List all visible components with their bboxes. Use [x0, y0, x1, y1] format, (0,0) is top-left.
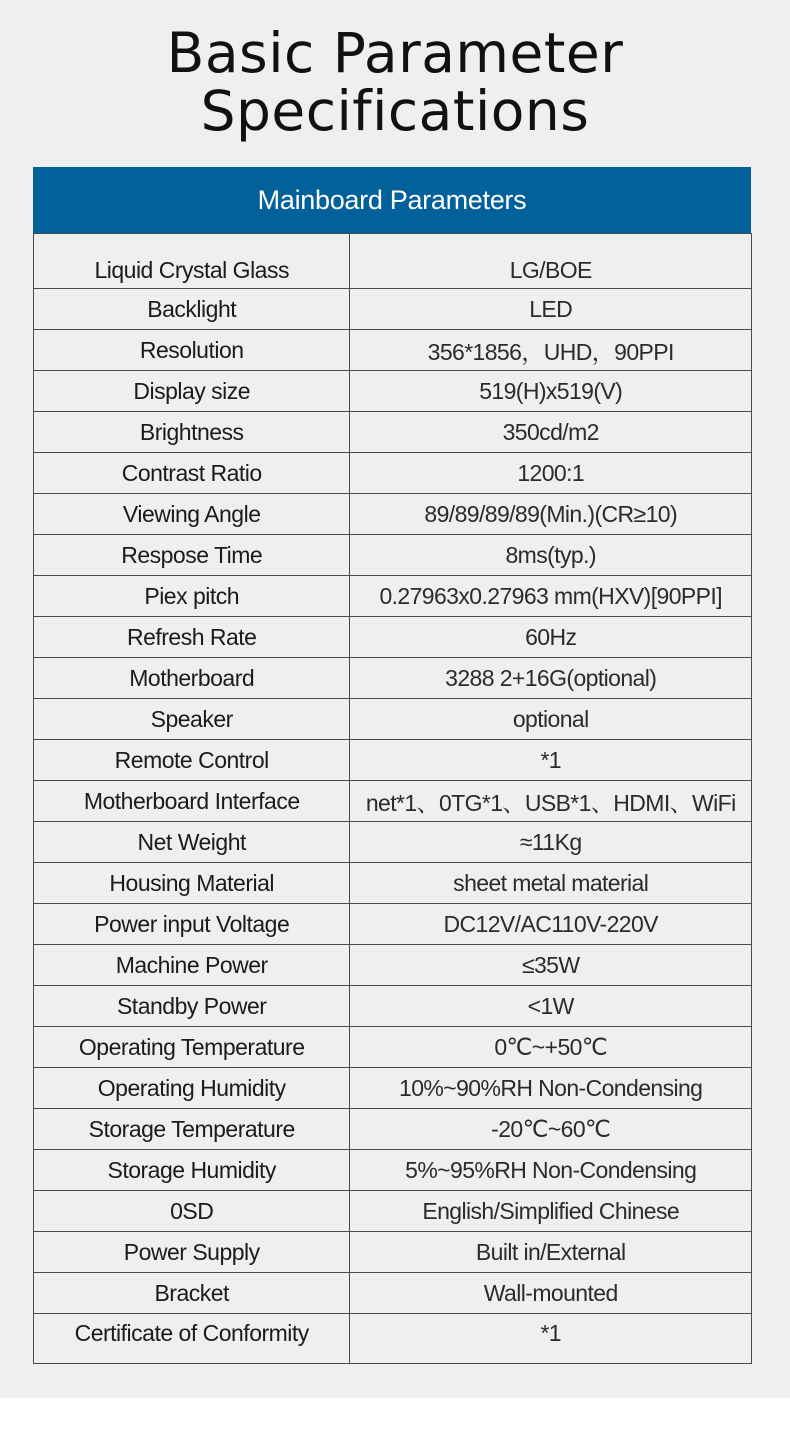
spec-label: Liquid Crystal Glass	[34, 234, 350, 289]
spec-label: Display size	[34, 371, 350, 412]
spec-value: 356*1856，UHD，90PPI	[350, 330, 752, 371]
spec-label: Respose Time	[34, 535, 350, 576]
spec-value: -20℃~60℃	[350, 1109, 752, 1150]
spec-value: ≈11Kg	[350, 822, 752, 863]
table-row	[34, 1027, 752, 1068]
spec-value: 5%~95%RH Non-Condensing	[350, 1150, 752, 1191]
table-row	[34, 781, 752, 822]
spec-label: Machine Power	[34, 945, 350, 986]
spec-value: <1W	[350, 986, 752, 1027]
spec-label: Speaker	[34, 699, 350, 740]
table-row	[34, 1109, 752, 1150]
spec-value: 350cd/m2	[350, 412, 752, 453]
spec-label: Contrast Ratio	[34, 453, 350, 494]
spec-value: *1	[350, 1314, 752, 1364]
spec-label: Brightness	[34, 412, 350, 453]
table-row	[34, 1150, 752, 1191]
spec-label: Net Weight	[34, 822, 350, 863]
table-row	[34, 986, 752, 1027]
table-header: Mainboard Parameters	[33, 167, 751, 233]
table-row	[34, 412, 752, 453]
spec-table	[33, 233, 752, 1364]
spec-value: 0℃~+50℃	[350, 1027, 752, 1068]
spec-label: Storage Temperature	[34, 1109, 350, 1150]
spec-label: Remote Control	[34, 740, 350, 781]
table-row	[34, 945, 752, 986]
table-row	[34, 535, 752, 576]
spec-value: sheet metal material	[350, 863, 752, 904]
spec-value: 1200:1	[350, 453, 752, 494]
spec-label: Storage Humidity	[34, 1150, 350, 1191]
spec-value: 60Hz	[350, 617, 752, 658]
spec-value: ≤35W	[350, 945, 752, 986]
table-row	[34, 1232, 752, 1273]
spec-value: 8ms(typ.)	[350, 535, 752, 576]
spec-label: Operating Temperature	[34, 1027, 350, 1068]
spec-label: Bracket	[34, 1273, 350, 1314]
table-row	[34, 699, 752, 740]
spec-value: 519(H)x519(V)	[350, 371, 752, 412]
table-row	[34, 1314, 752, 1364]
table-row	[34, 330, 752, 371]
spec-value: 89/89/89/89(Min.)(CR≥10)	[350, 494, 752, 535]
spec-value: 0.27963x0.27963 mm(HXV)[90PPI]	[350, 576, 752, 617]
spec-label: Power input Voltage	[34, 904, 350, 945]
spec-label: Viewing Angle	[34, 494, 350, 535]
spec-value: LG/BOE	[350, 234, 752, 289]
table-row	[34, 904, 752, 945]
page-title	[0, 21, 790, 143]
table-row	[34, 371, 752, 412]
spec-label: Piex pitch	[34, 576, 350, 617]
spec-label: Housing Material	[34, 863, 350, 904]
spec-value: English/Simplified Chinese	[350, 1191, 752, 1232]
spec-value: optional	[350, 699, 752, 740]
spec-label: Certificate of Conformity	[34, 1314, 350, 1364]
table-row	[34, 1068, 752, 1109]
spec-value: net*1、0TG*1、USB*1、HDMI、WiFi	[350, 781, 752, 822]
spec-value: DC12V/AC110V-220V	[350, 904, 752, 945]
table-row	[34, 658, 752, 699]
title-line-1: Basic Parameter	[166, 21, 624, 85]
table-row	[34, 494, 752, 535]
table-row	[34, 822, 752, 863]
spec-table-body	[34, 234, 752, 1364]
spec-label: 0SD	[34, 1191, 350, 1232]
spec-value: LED	[350, 289, 752, 330]
spec-label: Operating Humidity	[34, 1068, 350, 1109]
spec-value: 10%~90%RH Non-Condensing	[350, 1068, 752, 1109]
table-row	[34, 617, 752, 658]
spec-label: Refresh Rate	[34, 617, 350, 658]
spec-label: Backlight	[34, 289, 350, 330]
table-row	[34, 289, 752, 330]
table-row	[34, 234, 752, 289]
table-row	[34, 1273, 752, 1314]
spec-label: Standby Power	[34, 986, 350, 1027]
spec-label: Resolution	[34, 330, 350, 371]
spec-label: Motherboard Interface	[34, 781, 350, 822]
spec-value: 3288 2+16G(optional)	[350, 658, 752, 699]
spec-label: Power Supply	[34, 1232, 350, 1273]
table-row	[34, 453, 752, 494]
spec-value: Wall-mounted	[350, 1273, 752, 1314]
title-line-2: Specifications	[200, 79, 590, 143]
table-row	[34, 576, 752, 617]
spec-value: Built in/External	[350, 1232, 752, 1273]
table-row	[34, 1191, 752, 1232]
table-row	[34, 740, 752, 781]
spec-value: *1	[350, 740, 752, 781]
table-row	[34, 863, 752, 904]
spec-label: Motherboard	[34, 658, 350, 699]
